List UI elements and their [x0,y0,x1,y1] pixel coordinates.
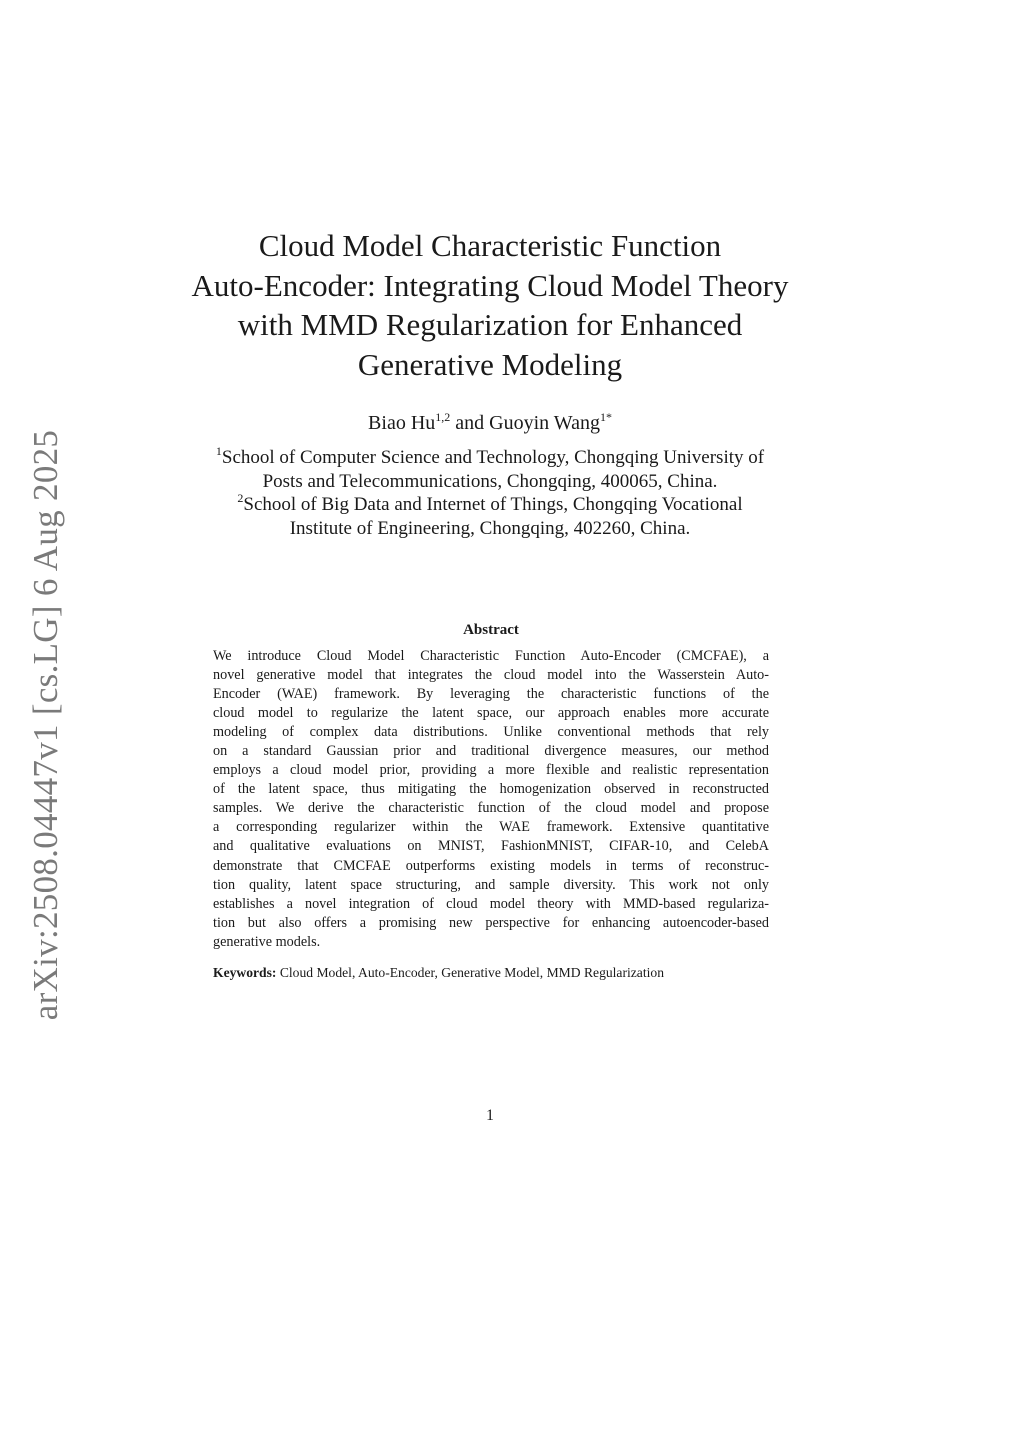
abstract-line: establishes a novel integration of cloud model theory with MMD-based regulariza- [213,895,769,912]
keywords [213,964,793,982]
abstract-line: of the latent space, thus mitigating the homogenization observed in reconstructed [213,781,769,798]
abstract-line: We introduce Cloud Model Characteristic Function Auto-Encoder (CMCFAE), a [213,648,769,664]
affiliation-marker: 1 [215,444,222,458]
abstract-line: generative models. [213,933,321,950]
abstract-line: samples. We derive the characteristic function of the cloud model and propose [213,800,769,817]
author-conjunction: and [450,412,490,434]
author-name: Guoyin Wang [489,412,600,434]
page-number: 1 [486,1107,494,1124]
abstract-line: on a standard Gaussian prior and traditional divergence measures, our method [213,743,769,760]
abstract-line: tion but also offers a promising new perspective for enhancing autoencoder-based [213,914,769,931]
arxiv-identifier-text: arXiv:2508.04447v1 [cs.LG] 6 Aug 2025 [26,429,66,1021]
abstract-line: cloud model to regularize the latent space, our approach enables more accurate [213,705,769,722]
title-line: Cloud Model Characteristic Function [258,228,722,263]
abstract-line: and qualitative evaluations on MNIST, FashionMNIST, CIFAR-10, and CelebA [213,838,769,855]
abstract-line: demonstrate that CMCFAE outperforms existing models in terms of reconstruc- [213,857,769,874]
abstract-line: a corresponding regularizer within the WAE framework. Extensive quantitative [213,819,769,836]
keywords-label: Keywords: [213,965,277,980]
abstract-line: Encoder (WAE) framework. By leveraging the characteristic functions of the [213,686,769,703]
affiliation-1-line: Posts and Telecommunications, Chongqing, 400065, China. [262,470,718,492]
keywords-text: Cloud Model, Auto-Encoder, Generative Model, MMD Regularization [276,965,664,980]
affiliation-marker: 2 [237,491,244,505]
abstract-line: novel generative model that integrates the cloud model into the Wasserstein Auto- [213,667,769,684]
abstract-line: tion quality, latent space structuring, and sample diversity. This work not only [213,876,769,893]
arxiv-identifier-stamp [18,430,74,1020]
abstract-heading: Abstract [463,622,519,638]
affiliation-1-line [160,446,820,470]
author-affiliation-marker: 1* [599,410,612,424]
paper-title [170,226,810,384]
affiliation-2-line: Institute of Engineering, Chongqing, 402260, China. [289,517,691,539]
abstract-line: employs a cloud model prior, providing a more flexible and realistic representation [213,762,769,779]
affiliation-2-line [160,493,820,517]
abstract-line: modeling of complex data distributions. Unlike conventional methods that rely [213,724,769,741]
abstract-body [213,647,769,952]
author-affiliation-marker: 1,2 [435,410,451,424]
title-line: Auto-Encoder: Integrating Cloud Model Theory [191,267,789,303]
affiliation-text: School of Big Data and Internet of Things, Chongqing Vocational [243,494,743,515]
affiliation-list [160,446,820,540]
author-name: Biao Hu [368,412,436,434]
affiliation-text: School of Computer Science and Technology, Chongqing University of [221,447,765,468]
title-line: with MMD Regularization for Enhanced [237,307,743,342]
title-line: Generative Modeling [357,346,623,382]
author-list [170,410,810,436]
